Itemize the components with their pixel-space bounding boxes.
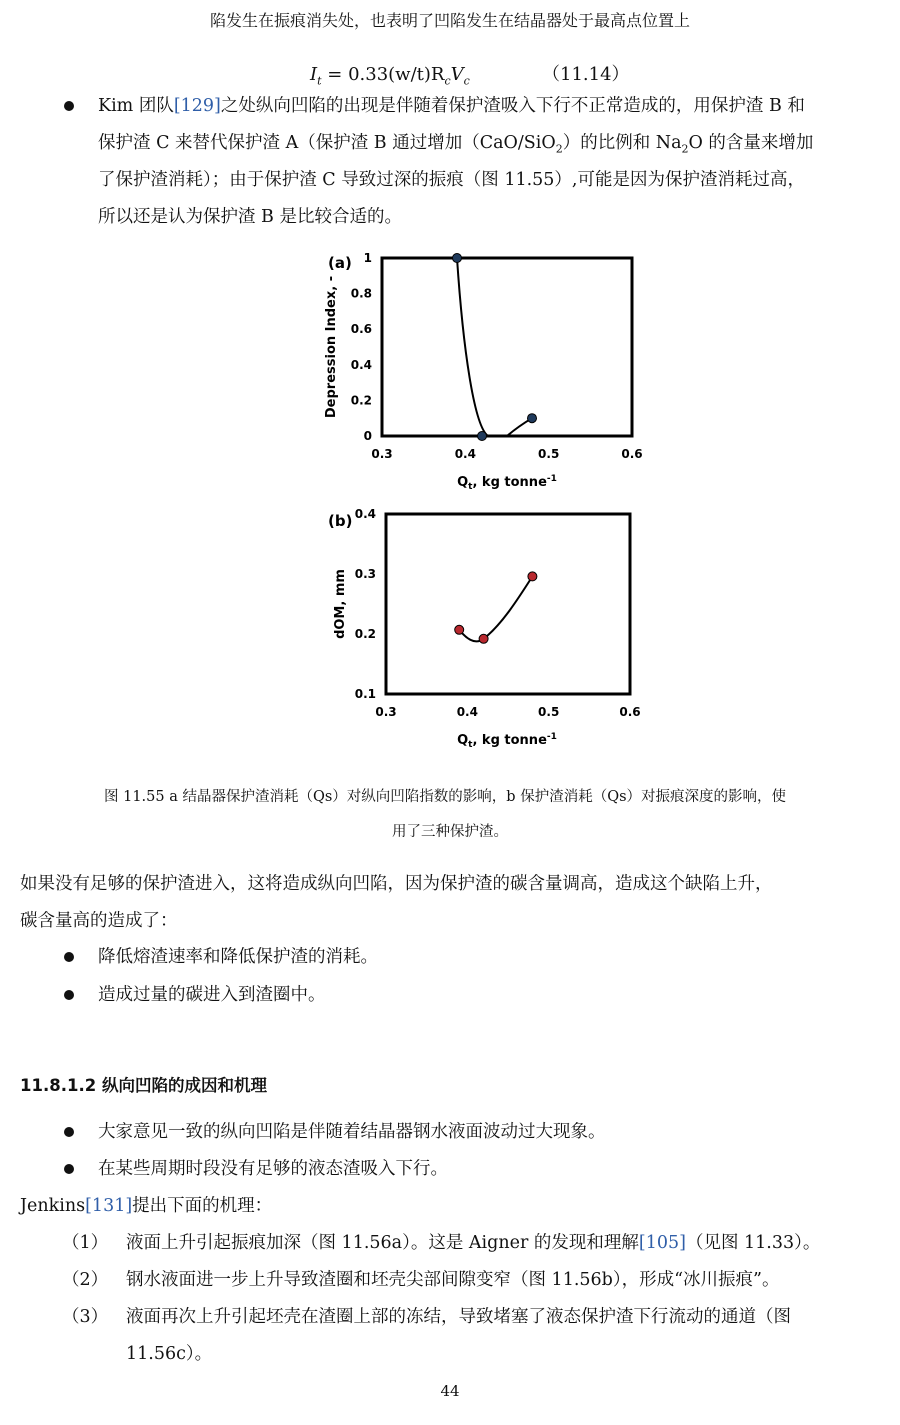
chart-b-data-point (528, 572, 537, 581)
numbered-item-marker: （1） (62, 1233, 109, 1253)
chart-a-xtick-label: 0.6 (621, 447, 643, 461)
chart-a-xlabel: $Q_t$, kg tonne$^{-1}$ (457, 474, 557, 492)
citation-link-105[interactable]: [105] (638, 1233, 686, 1253)
chart-b-data-point (455, 625, 464, 634)
citation-link-129[interactable]: [129] (173, 96, 221, 116)
chart-a-ytick-label: 1 (363, 251, 372, 265)
chart-a (300, 240, 660, 496)
chart-b-ytick-label: 0.3 (354, 567, 376, 581)
chart-a-plot-frame (382, 258, 632, 436)
chart-b-xtick-label: 0.5 (538, 705, 560, 719)
chart-b-ytick-label: 0.2 (354, 627, 376, 641)
numbered-item-marker: （2） (62, 1270, 109, 1290)
chart-a-data-point (478, 432, 487, 441)
citation-link-131[interactable]: [131] (85, 1196, 133, 1216)
chart-a-ytick-label: 0.6 (350, 322, 372, 337)
list2-item: 在某些周期时段没有足够的液态渣吸入下行。 (98, 1159, 448, 1179)
chart-a-xtick-label: 0.4 (454, 447, 476, 461)
chart-a-data-point (453, 254, 462, 263)
chart-b-ylabel: dOM, mm (333, 569, 348, 639)
chart-a-xtick-label: 0.3 (371, 447, 393, 461)
bullet1-line2: 保护渣 C 来替代保护渣 A（保护渣 B 通过增加（CaO/SiO$_2$）的比例和 $Na_2O$ 的含量来增加 (98, 133, 814, 156)
chart-a-panel-label: (a) (328, 254, 352, 272)
numbered-item-text-continued: 11.56c）。 (126, 1344, 213, 1364)
list1-item: 降低熔渣速率和降低保护渣的消耗。 (98, 947, 378, 967)
chart-a-series-line (457, 258, 532, 436)
chart-a-xtick-label: 0.5 (538, 447, 560, 461)
bullet1-line3: 了保护渣消耗）；由于保护渣 C 导致过深的振痕（图 11.55）,可能是因为保护渣消耗过高， (98, 170, 805, 190)
chart-b-ytick-label: 0.1 (354, 687, 376, 701)
equation-number: （11.14） (542, 64, 630, 85)
chart-b-xtick-label: 0.3 (375, 705, 397, 719)
page-number: 44 (440, 1382, 460, 1400)
chart-a-ylabel: Depression Index, - (324, 275, 339, 419)
paragraph-line1: 如果没有足够的保护渣进入，这将造成纵向凹陷，因为保护渣的碳含量调高，造成这个缺陷上升， (20, 874, 773, 894)
chart-a-ytick-label: 0 (363, 429, 372, 443)
numbered-item-text: 液面上升引起振痕加深（图 11.56a）。这是 Aigner 的发现和理解[105]（见图 11.33）。 (126, 1233, 821, 1253)
bullet-dot (64, 990, 74, 1000)
chart-b (300, 500, 660, 756)
list1-item: 造成过量的碳进入到渣圈中。 (98, 985, 326, 1005)
chart-b-data-point (479, 634, 488, 643)
running-header-text: 陷发生在振痕消失处，也表明了凹陷发生在结晶器处于最高点位置上 (209, 11, 690, 30)
chart-a-data-point (528, 414, 537, 423)
chart-b-series-line (459, 576, 532, 641)
section-heading: 11.8.1.2 纵向凹陷的成因和机理 (20, 1076, 267, 1095)
chart-b-panel-label: (b) (328, 512, 353, 530)
chart-a-ytick-label: 0.2 (350, 393, 372, 408)
list2-item: 大家意见一致的纵向凹陷是伴随着结晶器钢水液面波动过大现象。 (98, 1122, 606, 1142)
chart-b-xlabel: $Q_t$, kg tonne$^{-1}$ (457, 732, 557, 750)
jenkins-line: Jenkins[131]提出下面的机理： (20, 1196, 273, 1216)
chart-b-xtick-label: 0.6 (619, 705, 641, 719)
figure-caption-line2: 用了三种保护渣。 (392, 824, 508, 840)
bullet1-line1: Kim 团队[129]之处纵向凹陷的出现是伴随着保护渣吸入下行不正常造成的，用保护渣 B 和 (98, 96, 805, 116)
figure-caption-line1: 图 11.55 a 结晶器保护渣消耗（Qs）对纵向凹陷指数的影响，b 保护渣消耗（Qs）对振痕深度的影响，使 (104, 789, 787, 805)
bullet-dot (64, 952, 74, 962)
numbered-item-text: 钢水液面进一步上升导致渣圈和坯壳尖部间隙变窄（图 11.56b），形成“冰川振痕”。 (126, 1270, 780, 1290)
bullet1-line4: 所以还是认为保护渣 B 是比较合适的。 (98, 207, 402, 227)
paragraph-line2: 碳含量高的造成了： (20, 911, 178, 931)
chart-b-ytick-label: 0.4 (354, 507, 376, 521)
chart-a-ytick-label: 0.4 (350, 357, 372, 372)
numbered-item-text: 液面再次上升引起坯壳在渣圈上部的冻结，导致堵塞了液态保护渣下行流动的通道（图 (126, 1307, 791, 1327)
chart-a-ytick-label: 0.8 (350, 286, 372, 301)
numbered-item-marker: （3） (62, 1307, 109, 1327)
equation-formula: $I_t = 0.33(w/t)R_cV_c$ (310, 64, 470, 88)
bullet-dot (64, 1164, 74, 1174)
chart-b-plot-frame (386, 514, 630, 694)
bullet-dot (64, 101, 74, 111)
bullet-dot (64, 1127, 74, 1137)
chart-b-xtick-label: 0.4 (456, 705, 478, 719)
